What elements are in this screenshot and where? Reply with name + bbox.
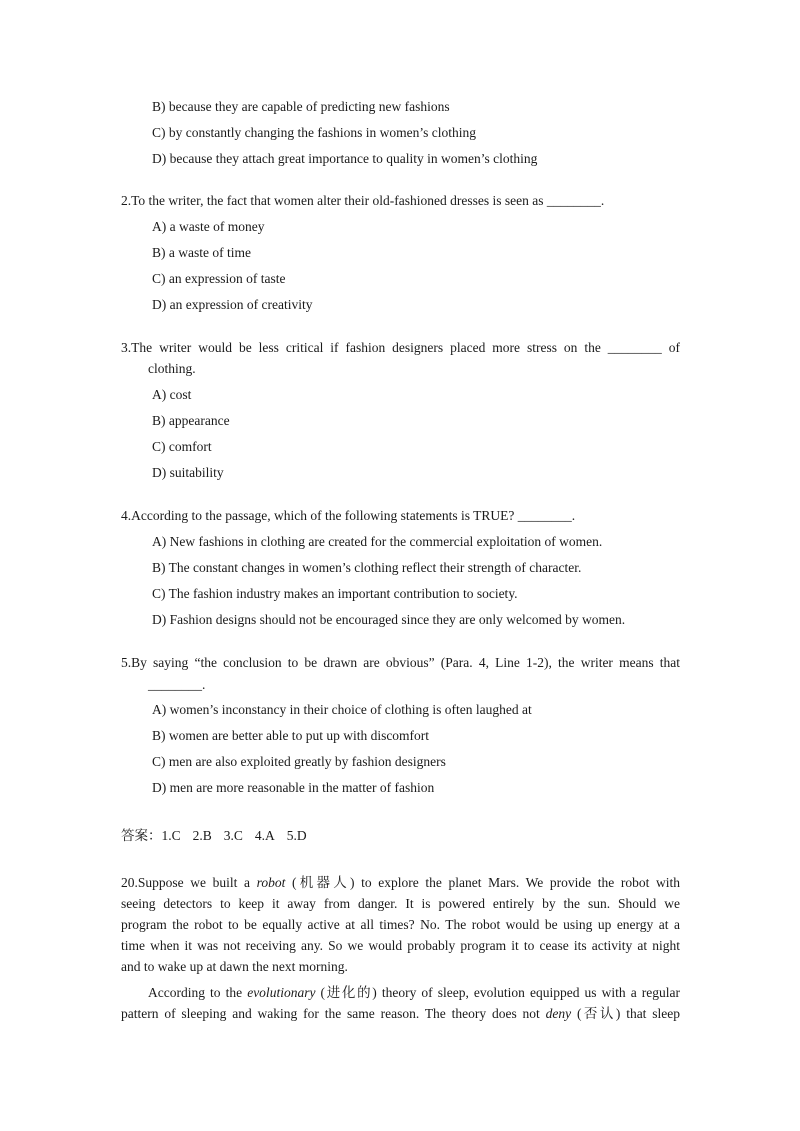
q3-stem-line2: clothing. [148, 361, 196, 376]
q2-option-a: A) a waste of money [152, 219, 265, 234]
gloss-deny: (否认) [571, 1006, 627, 1021]
passage-p2-line2: pattern of sleeping and waking for the same reason. The theory does not deny (否认) that sleep [121, 1006, 681, 1021]
answer-4: 4.A [254, 828, 275, 843]
q2-option-c: C) an expression of taste [152, 271, 286, 286]
q5-option-c: C) men are also exploited greatly by fashion designers [152, 754, 446, 769]
passage-p2-line1: According to the evolutionary (进化的) theory of sleep, evolution equipped us with a regular [148, 985, 680, 1000]
q4-option-c: C) The fashion industry makes an important contribution to society. [152, 586, 518, 601]
passage-p1-line4: time when it was not receiving any. So we would probably program it to cease its activity at night [121, 938, 680, 953]
q4-option-a: A) New fashions in clothing are created for the commercial exploitation of women. [152, 534, 603, 549]
q5-stem-line1: 5.By saying “the conclusion to be drawn are obvious” (Para. 4, Line 1-2), the writer means that [121, 655, 680, 670]
answer-key [121, 827, 319, 845]
gloss-evolutionary: (进化的) [315, 985, 382, 1000]
q5-option-b: B) women are better able to put up with discomfort [152, 728, 430, 743]
term-evolutionary: evolutionary [247, 985, 316, 1000]
answer-1: 1.C [161, 828, 181, 843]
answer-5: 5.D [286, 828, 307, 843]
term-robot: robot [256, 875, 286, 890]
answer-2: 2.B [192, 828, 212, 843]
term-deny: deny [545, 1006, 572, 1021]
q3-option-c: C) comfort [152, 439, 212, 454]
passage-p1-line3: program the robot to be equally active at all times? No. The robot would be using up energy at a [121, 917, 680, 932]
q2-option-d: D) an expression of creativity [152, 297, 313, 312]
passage-p1-line1: 20.Suppose we built a robot (机器人) to explore the planet Mars. We provide the robot with [121, 875, 680, 890]
answer-key-label: 答案： [121, 828, 162, 843]
gloss-robot: (机器人) [285, 875, 362, 890]
q1-option-b: B) because they are capable of predicting new fashions [152, 99, 450, 114]
q1-option-c: C) by constantly changing the fashions in women’s clothing [152, 125, 476, 140]
q3-option-a: A) cost [152, 387, 192, 402]
q3-option-d: D) suitability [152, 465, 224, 480]
q4-stem: 4.According to the passage, which of the following statements is TRUE? ________. [121, 508, 576, 523]
q3-stem-line1: 3.The writer would be less critical if fashion designers placed more stress on the ________ of [121, 340, 680, 355]
answer-3: 3.C [223, 828, 243, 843]
q5-option-a: A) women’s inconstancy in their choice of clothing is often laughed at [152, 702, 532, 717]
q2-option-b: B) a waste of time [152, 245, 251, 260]
passage-p1-line5: and to wake up at dawn the next morning. [121, 959, 348, 974]
q2-stem: 2.To the writer, the fact that women alter their old-fashioned dresses is seen as ________. [121, 193, 605, 208]
q4-option-d: D) Fashion designs should not be encouraged since they are only welcomed by women. [152, 612, 626, 627]
q4-option-b: B) The constant changes in women’s clothing reflect their strength of character. [152, 560, 582, 575]
q5-stem-line2: ________. [148, 677, 206, 692]
passage-p1-line2: seeing detectors to keep it away from danger. It is powered entirely by the sun. Should we [121, 896, 680, 911]
q3-option-b: B) appearance [152, 413, 230, 428]
q1-option-d: D) because they attach great importance to quality in women’s clothing [152, 151, 538, 166]
q5-option-d: D) men are more reasonable in the matter of fashion [152, 780, 435, 795]
